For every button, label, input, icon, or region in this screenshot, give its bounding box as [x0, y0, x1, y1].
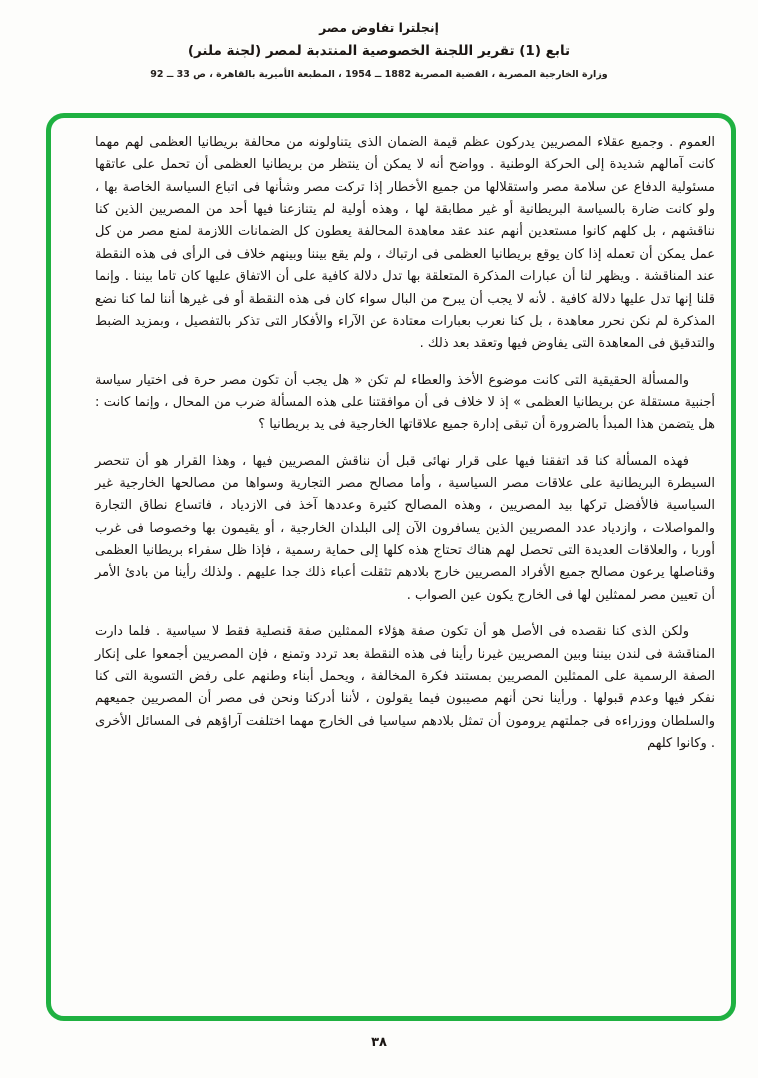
paragraph-4: ولكن الذى كنا نقصده فى الأصل هو أن تكون صفة هؤلاء الممثلين صفة قنصلية فقط لا سياسية . فلما دارت المناقشة فى لندن بيننا وبين المصريين غيرنا رأينا فى هذه النقطة بعد تردد وتمنع ، فإن المصريين أجمعوا على إنكار الصفة الرسمية على الممثلين المصريين بمستند فكرة المخالفة ، ويحمل أبناء وطنهم على رفض التسوية التى كنا نفكر فيها وعدم قبولها . ورأينا نحن أنهم مصيبون فيما يقولون ، لأننا أدركنا ونحن فى مصر أن المصريين جميعهم والسلطان ووزراءه فى جملتهم يرومون أن تمثل بلادهم سياسيا فى الخارج مهما اختلفت آراؤهم فى المسائل الأخرى . وكانوا كلهم	[95, 624, 715, 751]
source-citation: وزارة الخارجية المصرية ، القضية المصرية 1882 ــ 1954 ، المطبعة الأميرية بالقاهرة ، ص 33 ــ 92	[150, 69, 608, 80]
paragraph-2: والمسألة الحقيقية التى كانت موضوع الأخذ والعطاء لم تكن « هل يجب أن تكون مصر حرة فى اختيار سياسة أجنبية مستقلة عن بريطانيا العظمى » إذ لا خلاف فى أن موافقتنا على هذه المسألة ضرب من المحال ، وإنما كانت : هل يتضمن هذا المبدأ بالضرورة أن تبقى إدارة جميع علاقاتها الخارجية فى يد بريطانيا ؟	[95, 372, 715, 433]
document-title: إنجلترا تفاوض مصر	[319, 20, 439, 35]
paragraph-3: فهذه المسألة كنا قد اتفقنا فيها على قرار نهائى قبل أن نناقش المصريين فيها ، وهذا القرار هو أن تنحصر السيطرة البريطانية على علاقات مصر السياسية ، وأما مصالح مصر التجارية وسواها من مصالحها الخارجية غير السياسية فالأفضل تركها بيد المصريين ، وهذه المصالح كثيرة وعددها آخذ فى الازدياد ، فاتساع نطاق التجارة والمواصلات ، وازدياد عدد المصريين الذين يسافرون الآن إلى البلدان الخارجية ، أو يقيمون بها وخصوصا فى غرب أوربا ، والعلاقات العديدة التى تحصل لهم هناك تحتاج هذه كلها إلى حماية رسمية ، فإذا ظل سفراء بريطانيا العظمى وقناصلها يرعون مصالح جميع الأفراد المصريين خارج بلادهم تثقلت أعباء ذلك جدا عليهم . ولذلك رأينا من بادئ الأمر أن تعيين مصر لممثلين لها فى الخارج يكون عين الصواب .	[95, 453, 715, 603]
body-text	[95, 132, 715, 755]
document-subtitle: تابع (1) تقرير اللجنة الخصوصية المنتدبة لمصر (لجنة ملنر)	[187, 43, 571, 59]
page-number: ٣٨	[371, 1035, 387, 1050]
green-highlight-frame	[46, 113, 736, 1021]
paragraph-1: العموم . وجميع عقلاء المصريين يدركون عظم قيمة الضمان الذى يتناولونه من محالفة بريطانيا العظمى لهم مهما كانت آمالهم شديدة إلى الحركة الوطنية . وواضح أنه لا يمكن أن ينتظر من بريطانيا العظمى أن تحمل على عاتقها مسئولية الدفاع عن سلامة مصر واستقلالها من جميع الأخطار إذا تركت مصر وشأنها فى اتباع السياسة الخاصة بها ، ولو كانت ضارة بالسياسة البريطانية أو غير مطابقة لها ، وهذه أولية لم يتنازعنا فيها أحد من المصريين الذين كنا نناقشهم ، بل كلهم كانوا مستعدين أنهم عند عقد معاهدة المحالفة يعطون كل الضمانات اللازمة لمنع مصر من كل عمل يمكن أن تعمله إذا كان يوقع بريطانيا العظمى فى ارتباك ، ولم يقع بيننا وبينهم خلاف فى الرأى فى هذه النقطة عند المناقشة . ويظهر لنا أن عبارات المذكرة المتعلقة بها تدل دلالة كافية على أن الاتفاق عليها كان تاما بيننا . وإنما قلنا إنها تدل عليها دلالة كافية . لأنه لا يجب أن يبرح من البال سواء كان فى هذه النقطة أو فى غيرها أننا لما كنا نضع المذكرة لم نكن نحرر معاهدة ، بل كنا نعرب بعبارات معتادة عن الآراء والأفكار التى تذكر بالتفصيل ، وبمزيد الضبط والتدقيق فى المعاهدة التى يفاوض فيها وتعقد بعد ذلك .	[95, 135, 715, 352]
page-header	[0, 0, 758, 80]
